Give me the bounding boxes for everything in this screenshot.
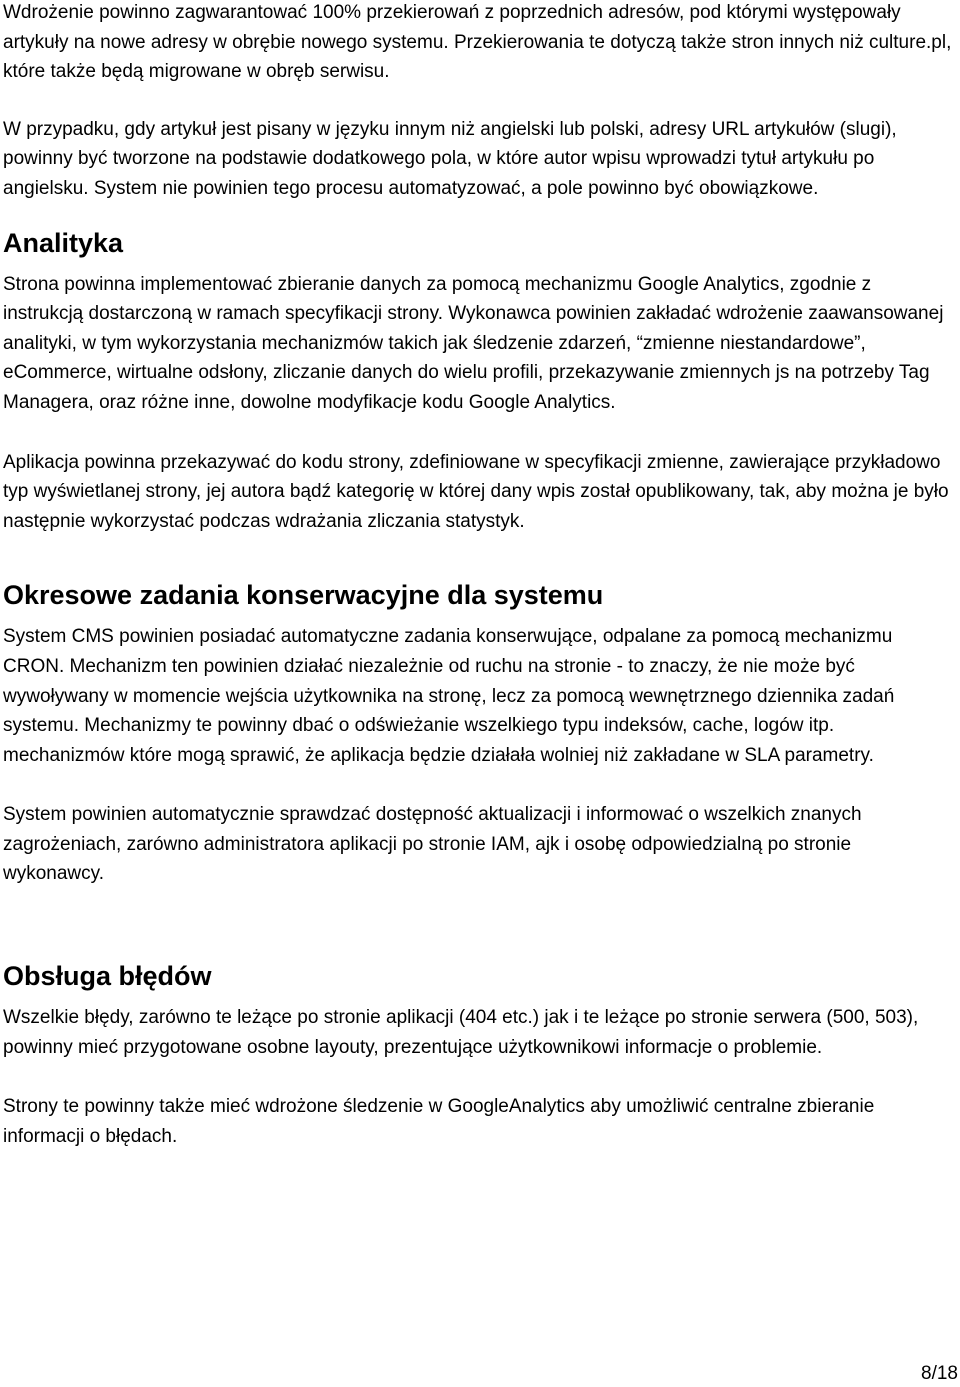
document-page — [3, 0, 955, 1151]
section-heading-analityka: Analityka — [3, 227, 124, 258]
analityka-paragraph-google-analytics: Strona powinna implementować zbieranie danych za pomocą mechanizmu Google Analytics, zgodnie z instrukcją dostarczoną w ramach specyfikacji strony. Wykonawca powinien zakładać wdrożenie zaawansowanej analityki, w tym wykorzystania mechanizmów takich jak śledzenie zdarzeń, “zmienne niestandardowe”, eCommerce, wirtualne odsłony, zliczanie danych do wielu profili, przekazywanie zmiennych js na potrzeby Tag Managera, oraz różne inne, dowolne modyfikacje kodu Google Analytics. — [3, 273, 944, 413]
intro-paragraph-slugs: W przypadku, gdy artykuł jest pisany w języku innym niż angielski lub polski, adresy URL artykułów (slugi), powinny być tworzone na podstawie dodatkowego pola, w które autor wpisu wprowadzi tytuł artykułu po angielsku. System nie powinien tego procesu automatyzować, a pole powinno być obowiązkowe. — [3, 118, 897, 199]
okresowe-paragraph-updates: System powinien automatycznie sprawdzać dostępność aktualizacji i informować o wszelkich znanych zagrożeniach, zarówno administratora aplikacji po stronie IAM, ajk i osobę odpowiedzialną po stronie wykonawcy. — [3, 804, 862, 885]
section-heading-obsluga-bledow: Obsługa błędów — [3, 961, 212, 992]
bledy-paragraph-layouts: Wszelkie błędy, zarówno te leżące po stronie aplikacji (404 etc.) jak i te leżące po stronie serwera (500, 503), powinny mieć przygotowane osobne layouty, prezentujące użytkownikowi informacje o problemie. — [3, 1007, 919, 1058]
bledy-paragraph-tracking: Strony te powinny także mieć wdrożone śledzenie w GoogleAnalytics aby umożliwić centralne zbieranie informacji o błędach. — [3, 1096, 875, 1147]
analityka-paragraph-variables: Aplikacja powinna przekazywać do kodu strony, zdefiniowane w specyfikacji zmienne, zawierające przykładowo typ wyświetlanej strony, jej autora bądź kategorię w której dany wpis został opublikowany, tak, aby można je było następnie wykorzystać podczas wdrażania zliczania statystyk. — [3, 451, 949, 532]
page-number: 8/18 — [921, 1363, 958, 1384]
okresowe-paragraph-cron: System CMS powinien posiadać automatyczne zadania konserwujące, odpalane za pomocą mechanizmu CRON. Mechanizm ten powinien działać niezależnie od ruchu na stronie - to znaczy, że nie może być wywoływany w momencie wejścia użytkownika na stronę, lecz za pomocą wewnętrznego dziennika zadań systemu. Mechanizmy te powinny dbać o odświeżanie wszelkiego typu indeksów, cache, logów itp. mechanizmów które mogą sprawić, że aplikacja będzie działała wolniej niż zakładane w SLA parametry. — [3, 626, 895, 766]
section-heading-okresowe-zadania: Okresowe zadania konserwacyjne dla systemu — [3, 580, 604, 611]
intro-paragraph-redirects: Wdrożenie powinno zagwarantować 100% przekierowań z poprzednich adresów, pod którymi występowały artykuły na nowe adresy w obrębie nowego systemu. Przekierowania te dotyczą także stron innych niż culture.pl, które także będą migrowane w obręb serwisu. — [3, 2, 952, 83]
